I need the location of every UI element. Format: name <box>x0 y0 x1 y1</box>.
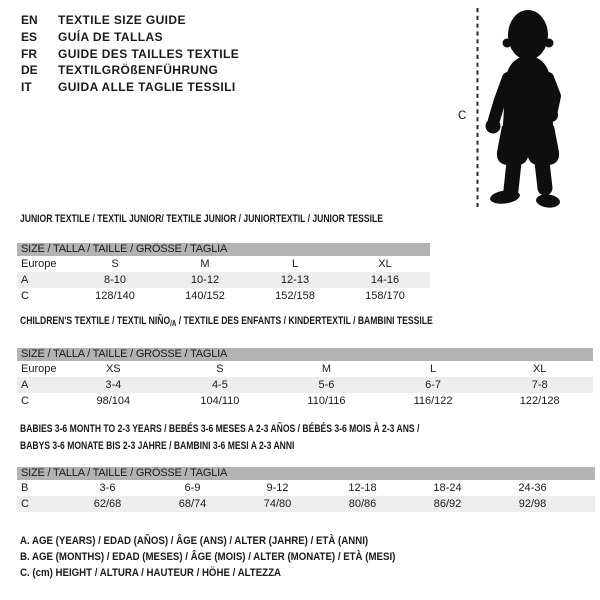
title-subscript: /A <box>170 319 177 328</box>
table-row <box>17 496 595 512</box>
size-header-cell: SIZE / TALLA / TAILLE / GRÖSSE / TAGLIA <box>17 467 595 480</box>
table-cell: M <box>321 363 332 375</box>
language-row <box>21 12 239 29</box>
table-cell: 116/122 <box>413 395 453 407</box>
table-cell-empty <box>575 496 595 512</box>
table-cell: 158/170 <box>365 290 405 302</box>
language-code: FR <box>21 46 37 61</box>
row-label: A <box>17 272 70 288</box>
table-cell: L <box>291 258 299 270</box>
language-code: IT <box>21 80 32 95</box>
table-cell: 9-12 <box>266 482 289 494</box>
size-header-cell: SIZE / TALLA / TAILLE / GRÖSSE / TAGLIA <box>17 348 593 361</box>
language-code: DE <box>21 63 38 78</box>
legend <box>20 533 447 581</box>
table-row <box>17 288 430 304</box>
row-label: B <box>21 482 29 494</box>
language-row <box>21 79 239 96</box>
baby-silhouette-icon <box>486 10 561 209</box>
table-cell: XL <box>378 258 392 270</box>
table-row <box>17 256 430 272</box>
row-label: Europe <box>21 258 57 270</box>
table-cell: 18-24 <box>433 482 462 494</box>
babies-table-title: BABIES 3-6 MONTH TO 2-3 YEARS / BEBÉS 3-6 MESES A 2-3 AÑOS / BÉBÉS 3-6 MOIS À 2-3 ANS / BABYS 3-6 MONATE BIS 2-3 JAHRE / BAMBINI 3-6 MESI A 2-3 ANNI <box>20 423 420 452</box>
language-label: TEXTILE SIZE GUIDE <box>58 13 186 27</box>
table-cell: 140/152 <box>185 290 225 302</box>
table-cell: 3-4 <box>60 377 167 393</box>
babies-size-table <box>17 467 595 512</box>
table-cell: XL <box>532 363 547 375</box>
language-row <box>21 62 239 79</box>
table-cell: 86/92 <box>405 496 490 512</box>
junior-table-title: JUNIOR TEXTILE / TEXTIL JUNIOR/ TEXTILE JUNIOR / JUNIORTEXTIL / JUNIOR TESSILE <box>20 213 383 225</box>
row-label: Europe <box>21 363 57 375</box>
table-cell: 12-13 <box>250 272 340 288</box>
children-size-table <box>17 348 593 409</box>
table-cell: 74/80 <box>235 496 320 512</box>
language-label: GUÍA DE TALLAS <box>58 29 163 44</box>
junior-size-table <box>17 243 430 304</box>
language-label: GUIDA ALLE TAGLIE TESSILI <box>58 80 236 95</box>
table-cell: XS <box>105 363 121 375</box>
table-row <box>17 480 595 496</box>
legend-line-height: C. (cm) HEIGHT / ALTURA / HAUTEUR / HÖHE / ALTEZZA <box>20 567 282 579</box>
legend-line-age-months: B. AGE (MONTHS) / EDAD (MESES) / ÂGE (MOIS) / ALTER (MONATE) / ETÀ (MESI) <box>20 551 396 563</box>
language-code: EN <box>21 13 38 27</box>
table-cell: 5-6 <box>273 377 380 393</box>
table-cell: 80/86 <box>320 496 405 512</box>
language-code: ES <box>21 29 38 44</box>
table-row <box>17 377 593 393</box>
table-header-row <box>17 467 595 480</box>
row-label: A <box>17 377 60 393</box>
table-cell: 6-9 <box>184 482 201 494</box>
table-header-row <box>17 243 430 256</box>
table-cell: 122/128 <box>519 395 560 407</box>
table-cell: 14-16 <box>340 272 430 288</box>
table-row <box>17 361 593 377</box>
table-cell: 98/104 <box>96 395 131 407</box>
table-cell: 110/116 <box>307 395 346 407</box>
row-label: C <box>21 290 29 302</box>
table-cell: 92/98 <box>490 496 575 512</box>
table-cell: 10-12 <box>160 272 250 288</box>
language-list <box>21 12 239 96</box>
table-cell: L <box>430 363 437 375</box>
table-cell: 6-7 <box>380 377 487 393</box>
language-label: GUIDE DES TAILLES TEXTILE <box>58 46 240 61</box>
table-cell: S <box>111 258 119 270</box>
language-row <box>21 29 239 46</box>
table-cell: M <box>200 258 210 270</box>
table-cell: 4-5 <box>167 377 274 393</box>
table-cell: 3-6 <box>99 482 116 494</box>
table-cell: 68/74 <box>150 496 235 512</box>
size-header-cell: SIZE / TALLA / TAILLE / GRÖSSE / TAGLIA <box>17 243 430 256</box>
legend-line-age-years: A. AGE (YEARS) / EDAD (AÑOS) / ÂGE (ANS) / ALTER (JAHRE) / ETÀ (ANNI) <box>20 535 369 547</box>
language-row <box>21 46 239 63</box>
table-cell: 7-8 <box>486 377 593 393</box>
height-measure-label: C <box>458 110 467 122</box>
table-cell: 62/68 <box>65 496 150 512</box>
table-row <box>17 272 430 288</box>
table-cell: 104/110 <box>200 395 240 407</box>
row-label: C <box>21 395 29 407</box>
row-label: C <box>17 496 65 512</box>
table-cell: S <box>216 363 224 375</box>
table-cell: 8-10 <box>70 272 160 288</box>
table-cell: 152/158 <box>275 290 315 302</box>
table-cell: 12-18 <box>348 482 377 494</box>
language-label: TEXTILGRÖßENFÜHRUNG <box>58 63 219 78</box>
table-cell-empty <box>575 480 595 496</box>
table-cell: 128/140 <box>95 290 135 302</box>
table-header-row <box>17 348 593 361</box>
height-figure <box>450 0 600 215</box>
children-table-title: CHILDREN'S TEXTILE / TEXTIL NIÑO/A / TEXTILE DES ENFANTS / KINDERTEXTIL / BAMBINI TESSILE <box>20 315 433 328</box>
table-row <box>17 393 593 409</box>
table-cell: 24-36 <box>518 482 547 494</box>
